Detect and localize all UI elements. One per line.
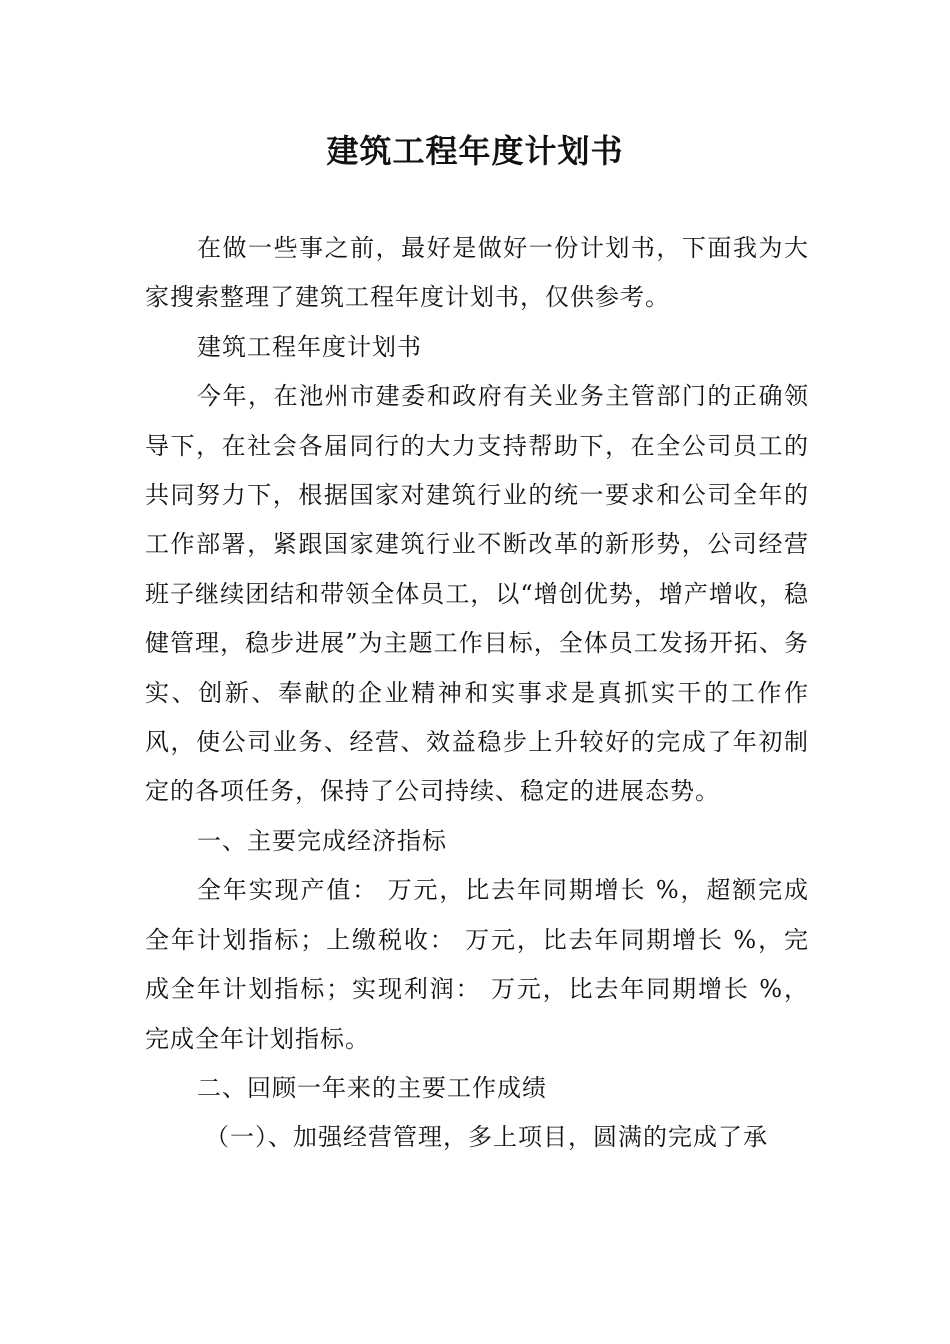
subtitle-paragraph: 建筑工程年度计划书 bbox=[197, 332, 422, 361]
section-heading-economic-indicators: 一、主要完成经济指标 bbox=[197, 826, 447, 855]
document-body bbox=[145, 224, 809, 1163]
overview-paragraph: 今年，在池州市建委和政府有关业务主管部门的正确领导下，在社会各届同行的大力支持帮助下，在全公司员工的共同努力下，根据国家对建筑行业的统一要求和公司全年的工作部署，紧跟国家建筑行业不断改革的新形势，公司经营班子继续团结和带领全体员工，以“增创优势，增产增收，稳健管理，稳步进展”为主题工作目标，全体员工发扬开拓、务实、创新、奉献的企业精神和实事求是真抓实干的工作作风，使公司业务、经营、效益稳步上升较好的完成了年初制定的各项任务，保持了公司持续、稳定的进展态势。 bbox=[145, 382, 809, 806]
intro-paragraph: 在做一些事之前，最好是做好一份计划书，下面我为大家搜索整理了建筑工程年度计划书，仅供参考。 bbox=[145, 234, 809, 312]
subsection-heading-management: （一）、加强经营管理，多上项目，圆满的完成了承 bbox=[205, 1123, 768, 1152]
document-title: 建筑工程年度计划书 bbox=[326, 132, 624, 170]
economic-indicators-paragraph: 全年实现产值： 万元，比去年同期增长 %，超额完成全年计划指标；上缴税收： 万元，比去年同期增长 %，完成全年计划指标；实现利润： 万元，比去年同期增长 %，完成全年计划指标。 bbox=[145, 876, 809, 1053]
section-heading-achievements: 二、回顾一年来的主要工作成绩 bbox=[197, 1073, 547, 1102]
